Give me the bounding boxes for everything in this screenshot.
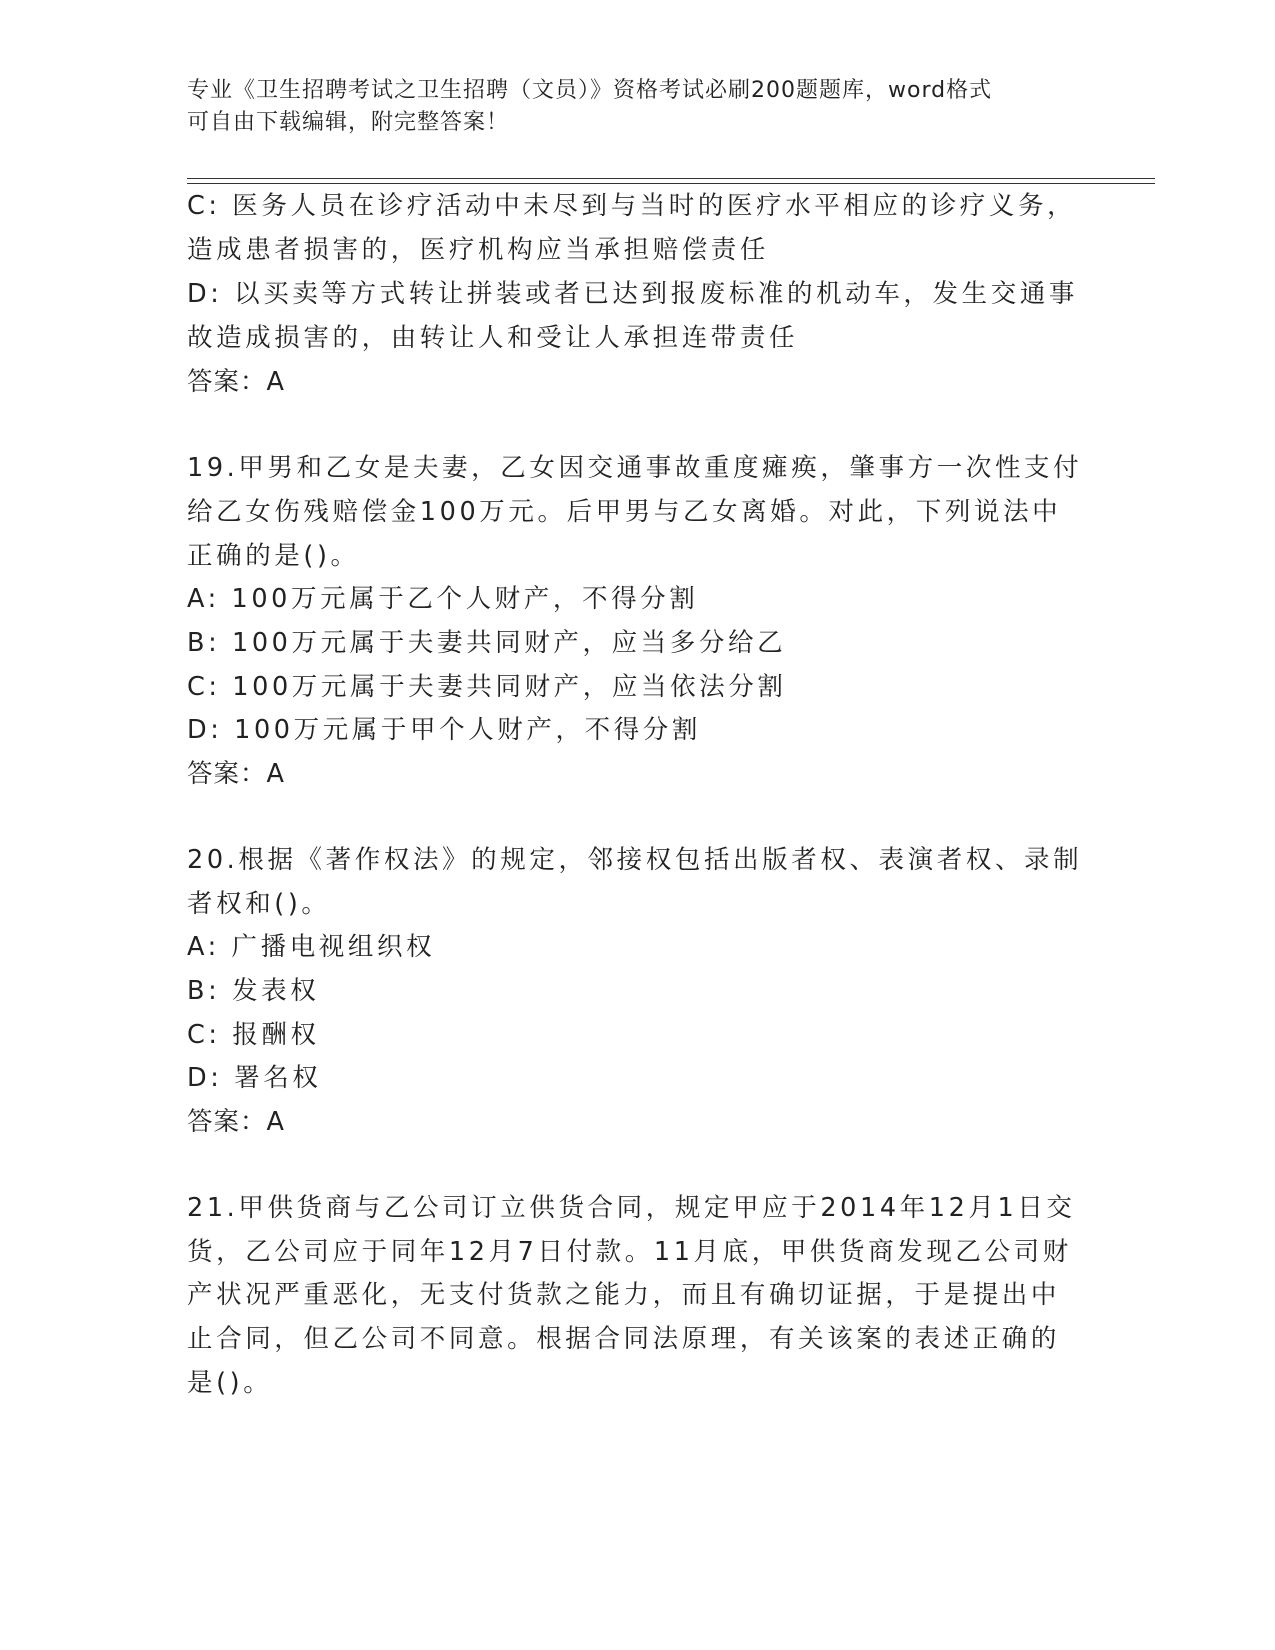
option-c-line-1: C: 医务人员在诊疗活动中未尽到与当时的医疗水平相应的诊疗义务， <box>187 191 1077 221</box>
question-stem-line-2: 者权和()。 <box>187 889 331 919</box>
header-divider-top <box>187 178 1155 179</box>
header-divider-bottom <box>187 183 1155 184</box>
option-b: B: 发表权 <box>187 976 320 1006</box>
question-stem-line-1: 19.甲男和乙女是夫妻，乙女因交通事故重度瘫痪，肇事方一次性支付 <box>187 453 1083 483</box>
option-a: A: 广播电视组织权 <box>187 932 436 962</box>
answer: 答案：A <box>187 759 285 789</box>
answer: 答案：A <box>187 367 285 397</box>
option-a: A: 100万元属于乙个人财产，不得分割 <box>187 584 699 614</box>
question-stem-line-3: 产状况严重恶化，无支付货款之能力，而且有确切证据，于是提出中 <box>187 1280 1061 1310</box>
option-d: D: 100万元属于甲个人财产，不得分割 <box>187 715 702 745</box>
header-title-line-1: 专业《卫生招聘考试之卫生招聘（文员）》资格考试必刷200题题库，word格式 <box>187 78 993 103</box>
option-b: B: 100万元属于夫妻共同财产，应当多分给乙 <box>187 628 787 658</box>
option-c: C: 100万元属于夫妻共同财产，应当依法分割 <box>187 672 787 702</box>
question-stem-line-1: 20.根据《著作权法》的规定，邻接权包括出版者权、表演者权、录制 <box>187 845 1083 875</box>
option-c: C: 报酬权 <box>187 1020 320 1050</box>
option-d-line-1: D: 以买卖等方式转让拼装或者已达到报废标准的机动车，发生交通事 <box>187 279 1079 309</box>
question-stem-line-2: 给乙女伤残赔偿金100万元。后甲男与乙女离婚。对此，下列说法中 <box>187 497 1062 527</box>
question-stem-line-5: 是()。 <box>187 1368 273 1398</box>
question-stem-line-2: 货，乙公司应于同年12月7日付款。11月底，甲供货商发现乙公司财 <box>187 1237 1072 1267</box>
answer: 答案：A <box>187 1107 285 1137</box>
question-stem-line-1: 21.甲供货商与乙公司订立供货合同，规定甲应于2014年12月1日交 <box>187 1193 1076 1223</box>
option-c-line-2: 造成患者损害的，医疗机构应当承担赔偿责任 <box>187 235 770 265</box>
header-title-line-2: 可自由下载编辑，附完整答案！ <box>187 110 510 135</box>
question-stem-line-4: 止合同，但乙公司不同意。根据合同法原理，有关该案的表述正确的 <box>187 1324 1061 1354</box>
question-stem-line-3: 正确的是()。 <box>187 541 360 571</box>
option-d: D: 署名权 <box>187 1063 322 1093</box>
option-d-line-2: 故造成损害的，由转让人和受让人承担连带责任 <box>187 323 799 353</box>
